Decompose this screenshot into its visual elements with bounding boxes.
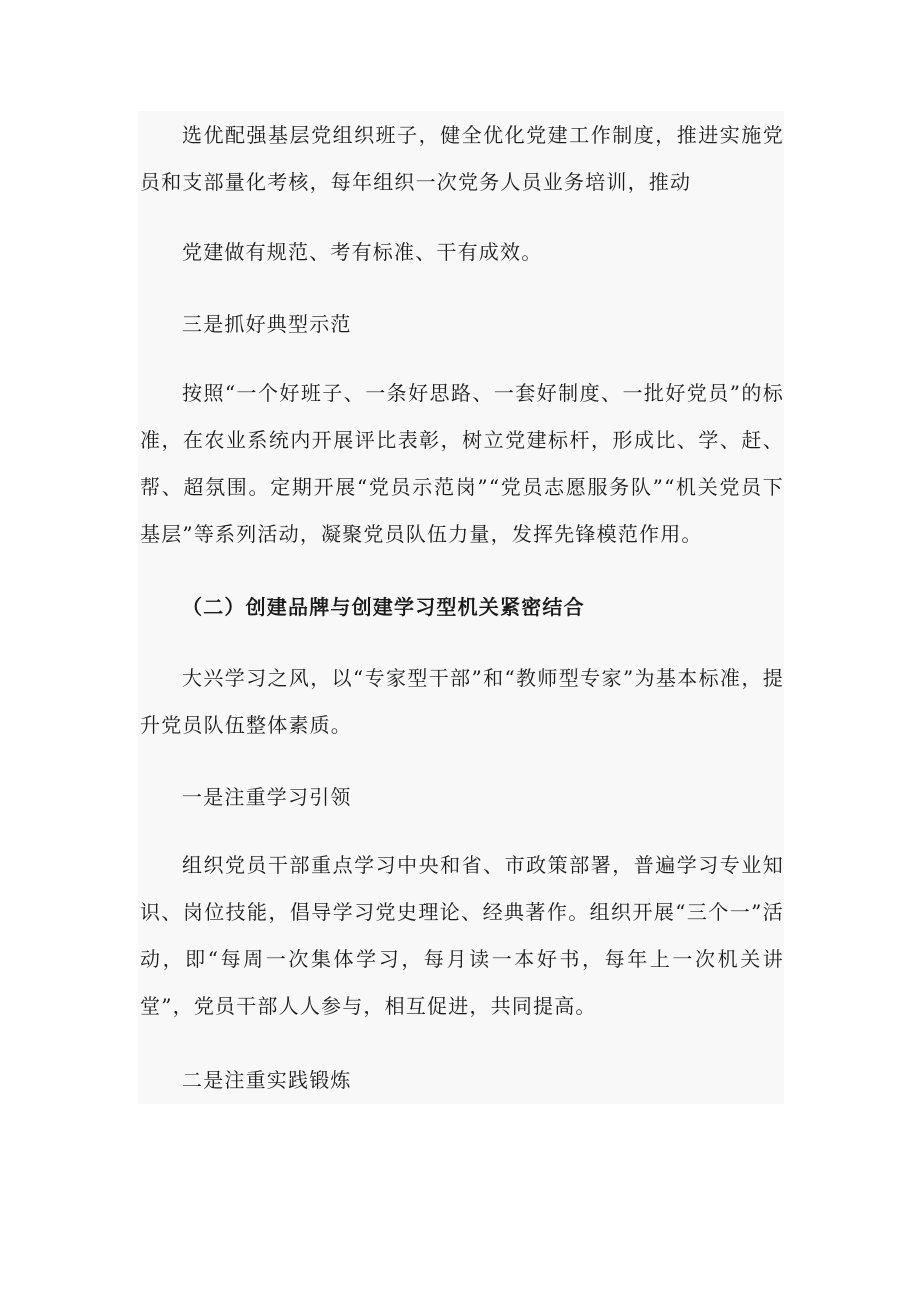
paragraph-learning-style: 大兴学习之风，以“专家型干部”和“教师型专家”为基本标准，提升党员队伍整体素质。 [140,666,784,737]
heading-typical-demonstration: 三是抓好典型示范 [182,312,352,336]
paragraph-study-activities: 组织党员干部重点学习中央和省、市政策部署，普遍学习专业知识、岗位技能，倡导学习党史理论、经典著作。组织开展“三个一”活动，即“每周一次集体学习，每月读一本好书，每年上一次机关讲堂”，党员干部人人参与，相互促进，共同提高。 [140,853,784,1018]
heading-learning-guidance: 一是注重学习引领 [182,785,352,809]
section-heading-learning-organization: （二）创建品牌与创建学习型机关紧密结合 [182,595,585,619]
paragraph-party-org-building: 选优配强基层党组织班子，健全优化党建工作制度，推进实施党员和支部量化考核，每年组织一次党务人员业务培训，推动 [140,123,784,194]
paragraph-party-standard: 党建做有规范、考有标准、干有成效。 [182,240,543,264]
paragraph-evaluation-standard: 按照“一个好班子、一条好思路、一套好制度、一批好党员”的标准，在农业系统内开展评比表彰，树立党建标杆，形成比、学、赶、帮、超氛围。定期开展“党员示范岗”“党员志愿服务队”“机关党员下基层”等系列活动，凝聚党员队伍力量，发挥先锋模范作用。 [140,381,784,546]
heading-practice-training: 二是注重实践锻炼 [182,1068,352,1092]
